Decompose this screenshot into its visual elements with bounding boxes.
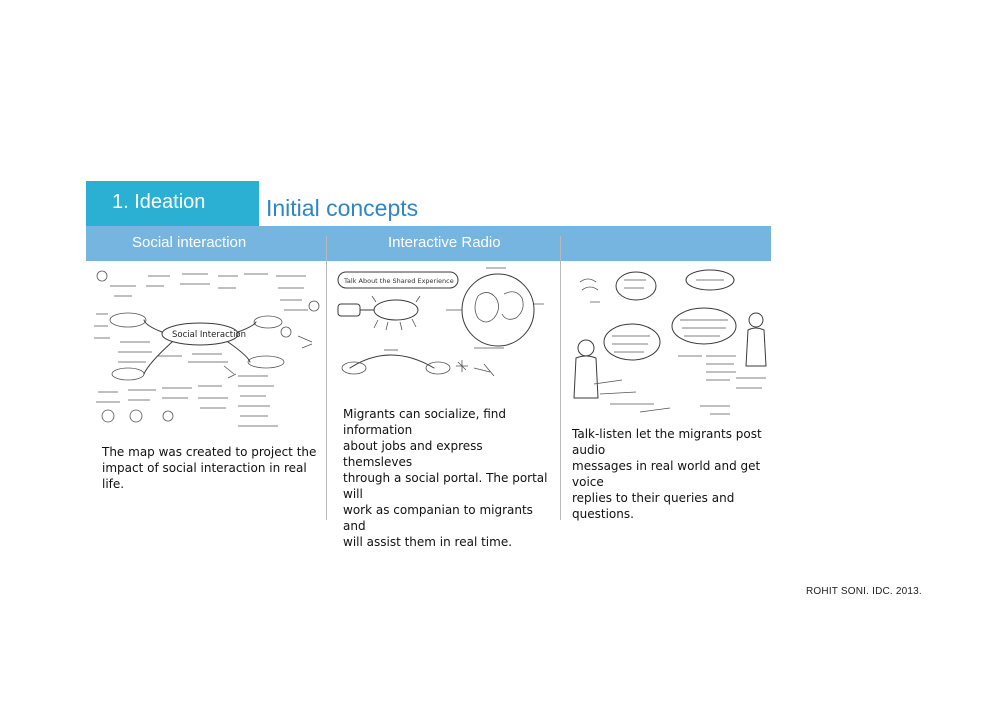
author-credit: ROHIT SONI. IDC. 2013. — [806, 586, 922, 597]
section-label: 1. Ideation — [112, 191, 206, 213]
column-heading-social: Social interaction — [132, 234, 247, 251]
section-tab — [86, 181, 259, 226]
description-social: The map was created to project the impact of social interaction in real life. — [102, 445, 317, 491]
header-band — [86, 226, 771, 261]
person-left-head — [578, 340, 594, 356]
column-heading-radio: Interactive Radio — [388, 234, 501, 251]
mind-map-sketch — [88, 266, 324, 432]
slide-title: Initial concepts — [266, 195, 419, 221]
description-radio: Migrants can socialize, find information about jobs and express themsleves through a social portal. The portal will work as companian to migrants and will assist them in real time. — [343, 407, 548, 549]
column-divider-2 — [560, 236, 561, 520]
person-right-head — [749, 313, 763, 327]
column-divider-1 — [326, 236, 327, 520]
description-talk-listen: Talk-listen let the migrants post audio messages in real world and get voice replies to their queries and questions. — [572, 427, 762, 521]
radio-sketch — [334, 264, 556, 390]
mind-map-center-label: Social Interaction — [172, 330, 247, 340]
shared-experience-label: Talk About the Shared Experience — [344, 277, 454, 285]
talk-listen-sketch — [570, 262, 770, 422]
